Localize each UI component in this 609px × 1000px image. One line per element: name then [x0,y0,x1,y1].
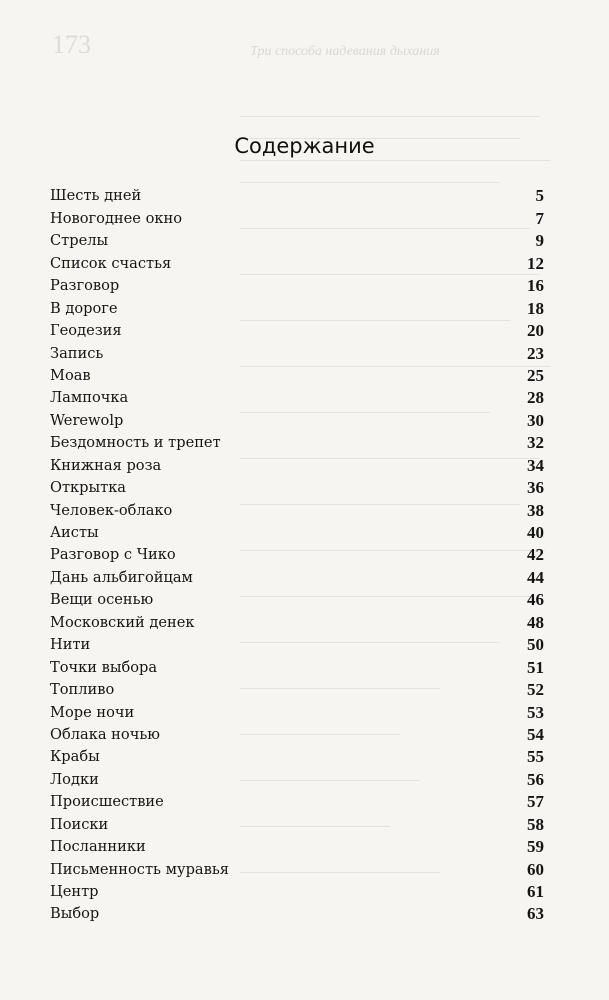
toc-entry [50,856,544,878]
toc-entry-title: Центр [50,883,99,900]
toc-entry-title: Моав [50,366,91,384]
toc-entry-title: Открытка [50,479,127,497]
toc-entry-title: Посланники [50,838,146,856]
toc-entry [50,744,544,766]
toc-entry-title: Werewolp [50,411,124,429]
toc-entry-page: 38 [527,500,544,520]
toc-entry-page: 32 [527,433,544,453]
toc-entry [50,632,544,654]
toc-entry [50,879,544,901]
toc-entry-title: Новогоднее окно [50,209,182,227]
toc-entry [50,699,544,721]
toc-entry-title: Лодки [50,770,99,788]
toc-entry-title: Шесть дней [50,187,142,205]
toc-entry [50,430,544,452]
toc-entry-page: 36 [527,478,544,498]
toc-entry-page: 25 [527,365,544,385]
toc-entry-page: 58 [527,814,544,834]
toc-entry-page: 53 [527,702,544,722]
toc-entry [50,587,544,609]
toc-entry-title: Человек-облако [50,501,173,519]
toc-entry-page: 40 [527,523,544,542]
toc-entry-title: Облака ночью [50,725,160,743]
toc-entry [50,318,544,340]
toc-entry-page: 30 [527,410,544,430]
toc-entry-title: Стрелы [50,232,109,250]
toc-entry [50,273,544,295]
toc-entry-title: Геодезия [50,322,122,340]
toc-entry-page: 16 [527,276,544,296]
toc-entry-title: Разговор [50,277,120,295]
toc-entry [50,407,544,429]
toc-entry-page: 61 [527,882,544,901]
toc-entry [50,228,544,250]
toc-entry-title: Запись [50,344,104,362]
toc-entry-title: Разговор с Чико [50,546,176,564]
toc-entry-page: 55 [527,747,544,767]
toc-entry [50,205,544,227]
toc-entry-title: Вещи осенью [50,591,154,609]
toc-entry-title: Выбор [50,905,100,923]
toc-entry-title: В дороге [50,299,118,317]
toc-entry [50,295,544,317]
toc-entry-page: 51 [527,657,544,677]
toc-entry-title: Крабы [50,748,100,766]
toc-entry-title: Топливо [50,681,115,699]
toc-entry [50,520,544,542]
toc-entry [50,183,544,205]
toc-entry-page: 23 [527,343,544,363]
toc-entry-page: 50 [527,635,544,655]
toc-entry-title: Дань альбигойцам [50,568,193,586]
toc-entry [50,811,544,833]
toc-entry [50,766,544,788]
toc-entry [50,677,544,699]
toc-entry-page: 60 [527,859,544,879]
toc-entry [50,497,544,519]
toc-entry [50,901,544,923]
toc-entry [50,654,544,676]
toc-entry-page: 44 [527,567,544,587]
toc-entry-title: Точки выбора [50,658,158,676]
toc-entry [50,250,544,272]
toc-entry-page: 7 [535,208,544,228]
toc-entry [50,542,544,564]
bleed-running-header: Три способа надевания дыхания [250,44,440,59]
toc-entry-page: 20 [527,321,544,341]
toc-entry-page: 28 [527,388,544,408]
toc-entry [50,475,544,497]
toc-entry [50,722,544,744]
bleed-page-number: 173 [52,30,91,59]
toc-entry-page: 54 [527,724,544,744]
toc-entry-title: Аисты [50,524,99,541]
toc-entry-page: 48 [527,612,544,632]
toc-entry-page: 42 [527,545,544,565]
toc-entry-title: Книжная роза [50,456,162,474]
toc-entry-page: 5 [535,186,544,206]
toc-entry-page: 9 [535,231,544,251]
toc-entry-title: Нити [50,636,91,654]
toc-entry [50,564,544,586]
toc-entry-title: Московский денек [50,613,195,631]
table-of-contents [50,183,544,923]
toc-entry [50,340,544,362]
toc-title: Содержание [234,134,375,158]
toc-entry [50,452,544,474]
toc-entry-title: Список счастья [50,254,172,272]
toc-entry-title: Лампочка [50,389,129,407]
toc-entry-page: 12 [527,253,544,273]
toc-entry [50,834,544,856]
toc-entry-page: 56 [527,769,544,789]
toc-entry-page: 18 [527,298,544,318]
toc-entry-page: 52 [527,680,544,700]
toc-entry-title: Поиски [50,815,109,833]
toc-entry-title: Письменность муравья [50,860,229,878]
toc-entry [50,789,544,811]
toc-entry-title: Бездомность и трепет [50,434,221,452]
toc-entry [50,609,544,631]
toc-entry-title: Море ночи [50,703,135,721]
toc-entry [50,363,544,385]
toc-entry-page: 63 [527,904,544,924]
toc-entry-title: Происшествие [50,793,164,811]
toc-entry-page: 59 [527,837,544,857]
toc-entry-page: 34 [527,455,544,475]
toc-entry-page: 57 [527,792,544,812]
toc-entry-page: 46 [527,590,544,610]
toc-entry [50,385,544,407]
